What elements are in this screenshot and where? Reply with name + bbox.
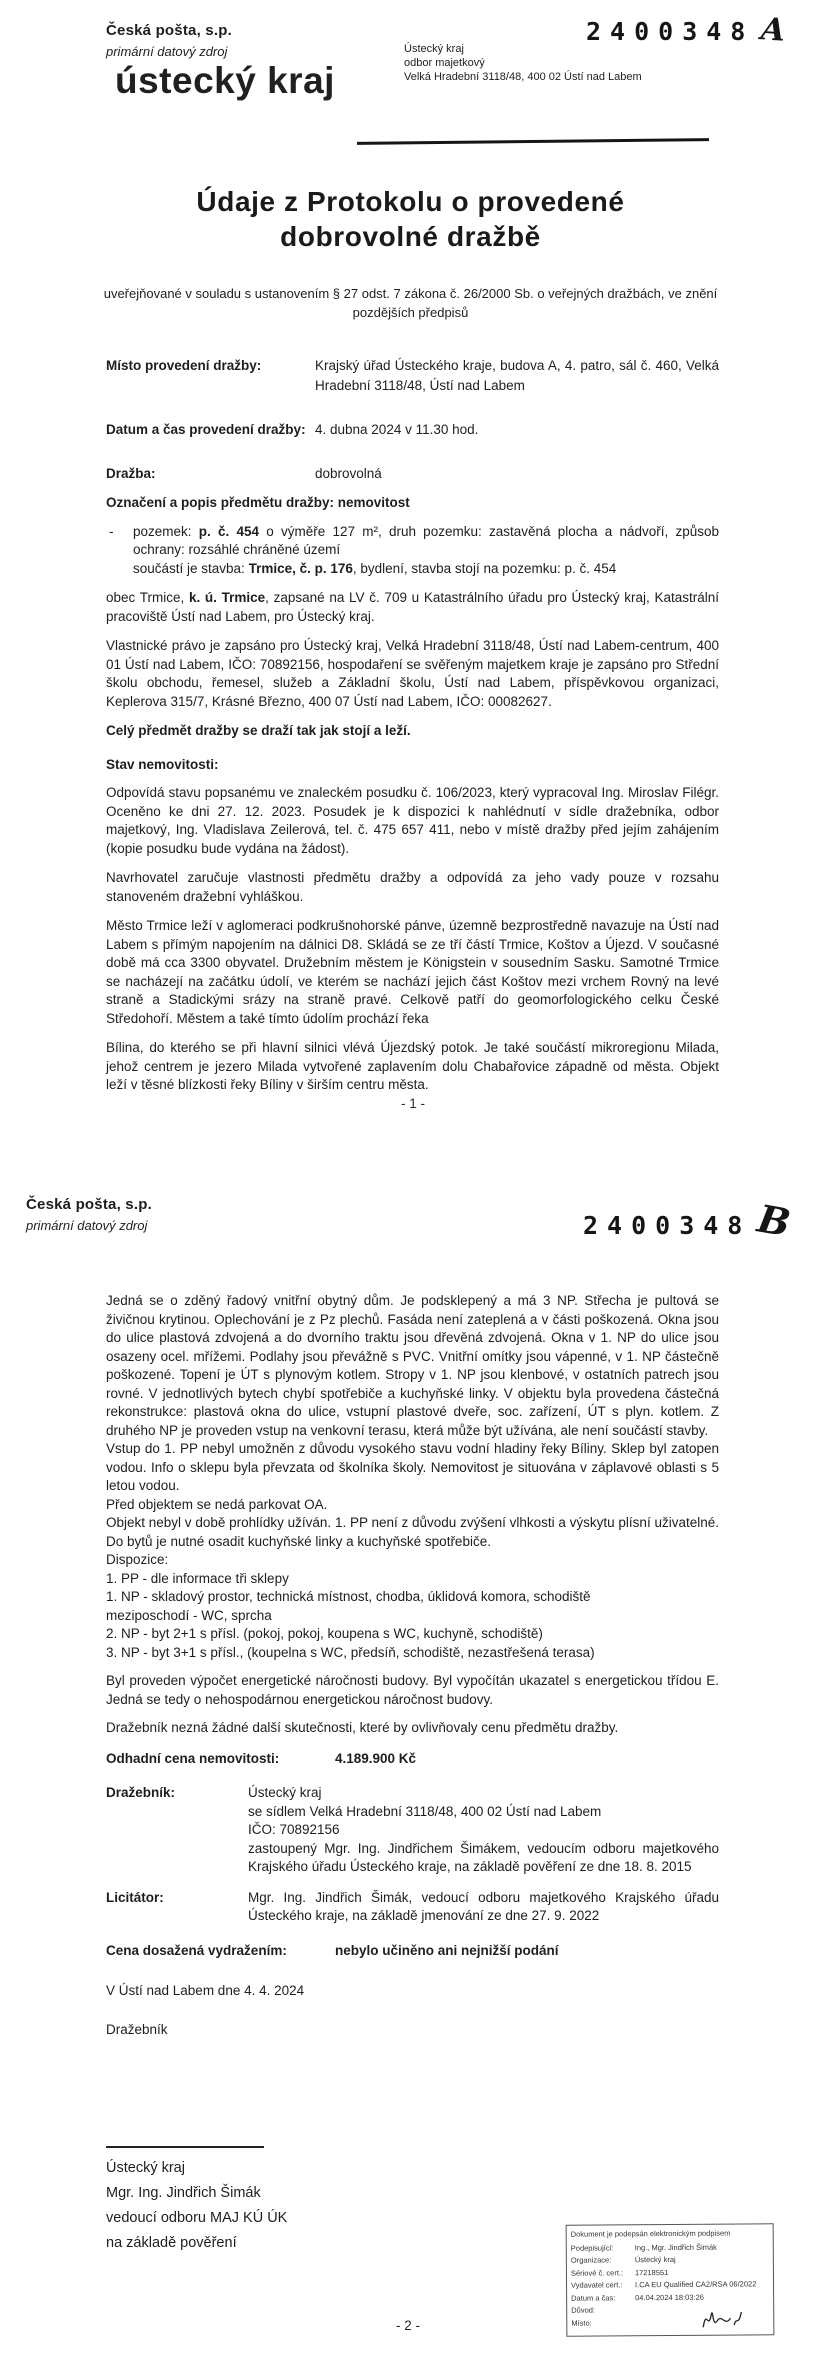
esign-label: Vydavatel cert.: [571, 2280, 623, 2290]
title-block [0, 184, 821, 322]
esign-value: Ing., Mgr. Jindřich Šimák [634, 2242, 717, 2252]
estimate-price-row [106, 1750, 719, 1769]
page2-registration-stamp [583, 1195, 794, 1246]
dispozice-line: 3. NP - byt 3+1 s přísl., (koupelna s WC, předsíň, schodiště, nezastřešená terasa) [106, 1644, 595, 1660]
electronic-signature-stamp [566, 2223, 775, 2336]
recipient-address-block [404, 42, 642, 84]
place-and-date-line: V Ústí nad Labem dne 4. 4. 2024 [106, 1983, 305, 1998]
signature-block [106, 2146, 287, 2256]
as-is-statement: Celý předmět dražby se draží tak jak stojí a leží. [106, 723, 411, 738]
licitator-details: Mgr. Ing. Jindřich Šimák, vedoucí odboru majetkového Krajského úřadu Ústeckého kraje, na základě jmenování ze dne 27. 9. 2022 [248, 1889, 719, 1923]
municipality-text: , zapsané na LV č. 709 u Katastrálního úřadu pro Ústecký kraj, Katastrální pracoviště Ústí nad Labem, pro Ústecký kraj. [106, 590, 719, 624]
esign-row-issuer [571, 2279, 769, 2290]
basement-state-line: Vstup do 1. PP nebyl umožněn z důvodu vysokého stavu vodní hladiny řeky Bíliny. Sklep byl zatopen vodou. Info o sklepu byla převzata od školníka školy. Nemovitost je situována v záplavové oblasti s 5 letou vodou. [106, 1441, 719, 1493]
page1-number: - 1 - [401, 1096, 426, 1111]
parcel-text: o výměře 127 m², druh pozemku: zastavěná plocha a nádvoří, způsob ochrany: rozsáhlé chráněné území [133, 523, 720, 557]
handwritten-signature-scribble [697, 2304, 745, 2332]
ownership-paragraph: Vlastnické právo je zapsáno pro Ústecký kraj, Velká Hradební 3118/48, Ústí nad Labem-centrum, 400 01 Ústí nad Labem, IČO: 70892156, hospodaření se svěřeným majetkem kraje je zapsáno pro Střední školu obchodu, řemesel, služeb a Základní školu, Ústí nad Labem, příspěvkovou organizaci, Keplerova 315/7, Krásné Březno, 400 07 Ústí nad Labem, IČO: 00082627. [106, 638, 719, 709]
auctioneer-line: IČO: 70892156 [248, 1822, 340, 1837]
parcel-line-2 [133, 560, 719, 579]
dispozice-line: Dispozice: [106, 1552, 169, 1567]
estimate-price-value: 4.189.900 Kč [335, 1750, 417, 1766]
title-line: Údaje z Protokolu o provedené [196, 186, 625, 217]
building-text: součástí je stavba: [133, 560, 249, 576]
dispozice-line: 2. NP - byt 2+1 s přísl. (pokoj, pokoj, koupena s WC, kuchyně, schodiště) [106, 1626, 543, 1641]
recipient-line: odbor majetkový [404, 57, 485, 69]
signature-line [106, 2146, 264, 2148]
esign-label: Místo: [571, 2318, 592, 2328]
condition-paragraph: Město Trmice leží v aglomeraci podkrušnohorské pánve, územně bezprostředně navazuje na Ústí nad Labem s přímým napojením na dálnici D8. Skládá se ze tří částí Trmice, Koštov a Újezd. V současné době má cca 3300 obyvatel. Družebním městem je Königstein v sousedním Sasku. Samotné Trmice se nacházejí na začátku údolí, ve kterém se nachází jejich část Koštov mezi vrchem Rovný na levé straně a Stadickými srázy na straně pravé. Celkově patří do geomorfologického celku České Středohoří. Městem a také tímto údolím prochází řeka [106, 918, 719, 1026]
esign-value: 17218551 [634, 2267, 669, 2277]
esign-label: Organizace: [570, 2255, 612, 2265]
stamp-number: 2400348 [586, 17, 755, 46]
field-label-datetime: Datum a čas provedení dražby: [106, 422, 306, 437]
auctioneer-details [248, 1784, 719, 1877]
signature-authority: na základě pověření [106, 2235, 237, 2251]
page1-body [106, 494, 719, 1106]
estimate-price-label: Odhadní cena nemovitosti: [106, 1750, 280, 1766]
title-line: dobrovolné dražbě [280, 221, 541, 252]
esign-label: Datum a čas: [571, 2292, 616, 2303]
esign-value: 04.04.2024 18:03:26 [635, 2292, 704, 2302]
field-value-datetime: 4. dubna 2024 v 11.30 hod. [315, 422, 479, 437]
parcel-description [133, 523, 719, 579]
field-row-auction-type [106, 464, 719, 484]
signature-role: vedoucí odboru MAJ KÚ ÚK [106, 2210, 288, 2226]
page2-number: - 2 - [396, 2318, 421, 2333]
field-row-place [106, 356, 719, 396]
final-price-value: nebylo učiněno ani nejnižší podání [335, 1942, 559, 1958]
condition-paragraph: Odpovídá stavu popsanému ve znaleckém posudku č. 106/2023, který vypracoval Ing. Miroslav Filégr. Oceněno ke dni 27. 12. 2023. Posudek je k dispozici k nahlédnutí v sídle dražebníka, odbor majetkový, Ing. Vladislava Zeilerová, tel. č. 475 657 411, nebo v místě dražby před jejím zahájením (kopie posudku bude vydána na žádost). [106, 785, 719, 856]
parcel-number: p. č. 454 [198, 523, 260, 539]
field-label-place: Místo provedení dražby: [106, 358, 262, 373]
header-divider-line [357, 138, 709, 145]
condition-paragraph: Navrhovatel zaručuje vlastnosti předmětu dražby a odpovídá za jeho vady pouze v rozsahu stanoveném dražební vyhláškou. [106, 870, 719, 904]
stamp-letter: B [754, 1195, 794, 1246]
esign-row-signer [571, 2242, 769, 2253]
licitator-label: Licitátor: [106, 1889, 164, 1905]
municipality-text: obec Trmice, [106, 590, 189, 605]
document-subtitle: uveřejňované v souladu s ustanovením § 27 odst. 7 zákona č. 26/2000 Sb. o veřejných dražbách, ve znění pozdějších předpisů [103, 286, 718, 320]
document-title [0, 184, 821, 254]
usage-state-line: Objekt nebyl v době prohlídky užíván. 1. PP není z důvodu zvýšení vlhkosti a výskytu plísní uživatelné. Do bytů je nutné osadit kuchyňské linky a kuchyňské spotřebiče. [106, 1515, 719, 1549]
bullet-dash: - [109, 523, 114, 539]
signature-name: Mgr. Ing. Jindřich Šimák [106, 2185, 261, 2201]
esign-label: Důvod: [571, 2305, 596, 2315]
municipality-paragraph [106, 589, 719, 626]
parking-line: Před objektem se nedá parkovat OA. [106, 1496, 328, 1512]
auctioneer-label: Dražebník: [106, 1785, 176, 1800]
final-price-row [106, 1942, 719, 1961]
condition-paragraph: Bílina, do kterého se při hlavní silnici vlévá Újezdský potok. Je také součástí mikroregionu Milada, jehož centrem je jezero Milada vytvořené zaplavením dolu Chabařovice západně od města. Objekt leží v těsné blízkosti řeky Bíliny v širším centru města. [106, 1040, 719, 1092]
signature-org: Ústecký kraj [106, 2160, 185, 2176]
esign-label: Podepisující: [570, 2242, 614, 2253]
auctioneer-line: zastoupený Mgr. Ing. Jindřichem Šimákem, vedoucím odboru majetkového Krajského úřadu Ústeckého kraje, na základě pověření ze dne 18. 8. 2015 [248, 1840, 719, 1874]
auctioneer-line: Ústecký kraj [248, 1785, 322, 1800]
auctioneer-line: se sídlem Velká Hradební 3118/48, 400 02 Ústí nad Labem [248, 1803, 602, 1819]
signoff-label: Dražebník [106, 2021, 168, 2037]
stamp-number: 2400348 [583, 1211, 752, 1240]
dispozice-line: 1. NP - skladový prostor, technická místnost, chodba, úklidová komora, schodiště [106, 1589, 591, 1604]
recipient-line: Velká Hradební 3118/48, 400 02 Ústí nad Labem [404, 71, 642, 83]
auctioneer-row [106, 1784, 719, 1877]
dispozice-line: 1. PP - dle informace tři sklepy [106, 1570, 289, 1586]
parcel-line-1 [133, 523, 719, 560]
sender-subtitle: primární datový zdroj [106, 44, 228, 59]
sender-name: Česká pošta, s.p. [26, 1196, 152, 1213]
parcel-text: pozemek: [133, 523, 199, 539]
no-other-facts-paragraph: Dražebník nezná žádné další skutečnosti, které by ovlivňovaly cenu předmětu dražby. [106, 1720, 619, 1735]
esign-title: Dokument je podepsán elektronickým podpisem [570, 2228, 731, 2239]
esign-value: Ústecký kraj [634, 2254, 676, 2265]
esign-row-organization [571, 2254, 769, 2265]
building-number: Trmice, č. p. 176 [248, 560, 353, 576]
esign-value: I.CA EU Qualified CA2/RSA 06/2022 [635, 2279, 757, 2290]
sender-subtitle: primární datový zdroj [26, 1218, 148, 1233]
sender-name: Česká pošta, s.p. [106, 22, 232, 39]
esign-label: Sériové č. cert.: [570, 2267, 624, 2278]
condition-heading: Stav nemovitosti: [106, 756, 219, 772]
esign-row-datetime [571, 2292, 769, 2303]
recipient-line: Ústecký kraj [404, 43, 464, 55]
ustecky-kraj-logo: ústecký kraj [115, 60, 335, 101]
field-value-auction-type: dobrovolná [315, 466, 382, 481]
parcel-bullet-item [106, 523, 719, 579]
auction-summary-fields [106, 356, 719, 508]
page2-sender-block [26, 1196, 152, 1233]
building-description-paragraph: Jedná se o zděný řadový vnitřní obytný dům. Je podsklepený a má 3 NP. Střecha je pultová se živičnou krytinou. Oplechování je z Pz plechů. Fasáda není zateplená a v části poškozená. Okna jsou do ulice plastová zdvojená a do dvorního traktu jsou dřevěná zdvojená. Okna v 1. NP do ulice jsou osazeny ocel. mřížemi. Podlahy jsou převážně s PVC. Vnitřní omítky jsou vápenné, v 1. NP částečně poškozené. Topení je ÚT s plynovým kotlem. Stropy v 1. NP jsou klenbové, v ostatních patrech jsou rovné. V jednotlivých bytech chybí spotřebiče a kuchyňské linky. V objektu byla provedena částečná rekonstrukce: plastová okna do ulice, vstupní plastové dveře, soc. zařízení, ÚT s plyn. kotlem. Z druhého NP je proveden vstup na venkovní terasu, která může být užívána, ale není součástí stavby. [106, 1293, 719, 1438]
field-label-auction-type: Dražba: [106, 466, 156, 481]
cadastral-area: k. ú. Trmice [188, 590, 266, 605]
page1-sender-block [106, 22, 232, 59]
energy-paragraph: Byl proveden výpočet energetické náročnosti budovy. Byl vypočítán ukazatel s energetickou třídou E. Jedná se tedy o nehospodárnou energetickou náročnost budovy. [106, 1673, 719, 1707]
esign-row-serial [571, 2267, 769, 2278]
final-price-label: Cena dosažená vydražením: [106, 1942, 287, 1958]
dispozice-line: meziposchodí - WC, sprcha [106, 1607, 272, 1623]
field-row-datetime [106, 420, 719, 440]
subject-heading: Označení a popis předmětu dražby: nemovitost [106, 495, 410, 510]
field-value-place: Krajský úřad Ústeckého kraje, budova A, 4. patro, sál č. 460, Velká Hradební 3118/48, Ústí nad Labem [315, 358, 719, 393]
licitator-row [106, 1889, 719, 1926]
building-text: , bydlení, stavba stojí na pozemku: p. č. 454 [352, 560, 617, 576]
page2-body [106, 1292, 719, 2039]
stamp-letter: A [759, 11, 787, 49]
